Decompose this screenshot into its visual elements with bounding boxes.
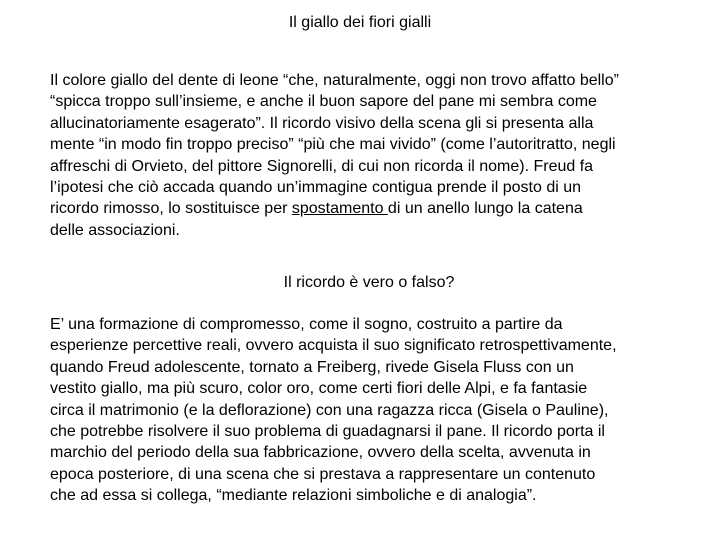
text-line: circa il matrimonio (e la deflorazione) con una ragazza ricca (Gisela o Pauline), bbox=[50, 401, 609, 419]
text-line: che potrebbe risolvere il suo problema di guadagnarsi il pane. Il ricordo porta il bbox=[50, 423, 605, 441]
text-segment: di un anello lungo la catena bbox=[387, 200, 583, 218]
text-segment: ricordo rimosso, lo sostituisce per bbox=[50, 200, 292, 218]
text-line: delle associazioni. bbox=[50, 221, 180, 239]
text-line: E’ una formazione di compromesso, come il sogno, costruito a partire da bbox=[50, 316, 563, 333]
text-line: che ad essa si collega, “mediante relazioni simboliche e di analogia”. bbox=[50, 487, 537, 505]
text-line: epoca posteriore, di una scena che si prestava a rappresentare un contenuto bbox=[50, 465, 596, 483]
paragraph-1 bbox=[50, 70, 690, 241]
underlined-term: spostamento bbox=[291, 200, 388, 218]
text-line: quando Freud adolescente, tornato a Freiberg, rivede Gisela Fluss con un bbox=[50, 358, 574, 376]
text-line: l’ipotesi che ciò accada quando un’immagine contigua prende il posto di un bbox=[50, 179, 582, 197]
section-heading: Il ricordo è vero o falso? bbox=[283, 274, 455, 291]
text-line bbox=[50, 198, 690, 219]
text-line: mente “in modo fin troppo preciso” “più che mai vivido” (come l’autoritratto, negli bbox=[50, 136, 616, 154]
text-line: Il colore giallo del dente di leone “che, naturalmente, oggi non trovo affatto bello” bbox=[50, 72, 619, 89]
text-line: allucinatoriamente esagerato”. Il ricordo visivo della scena gli si presenta alla bbox=[50, 114, 594, 132]
text-line: affreschi di Orvieto, del pittore Signorelli, di cui non ricorda il nome). Freud fa bbox=[50, 157, 594, 175]
text-line: esperienze percettive reali, ovvero acquista il suo significato retrospettivamente, bbox=[50, 337, 617, 355]
text-line: “spicca troppo sull’insieme, e anche il buon sapore del pane mi sembra come bbox=[50, 93, 597, 111]
text-line: vestito giallo, ma più scuro, color oro, come certi fiori delle Alpi, e fa fantasie bbox=[50, 380, 588, 398]
document-title: Il giallo dei fiori gialli bbox=[288, 14, 432, 31]
text-line: marchio del periodo della sua fabbricazione, ovvero della scelta, avvenuta in bbox=[50, 444, 591, 462]
paragraph-2 bbox=[50, 314, 690, 507]
